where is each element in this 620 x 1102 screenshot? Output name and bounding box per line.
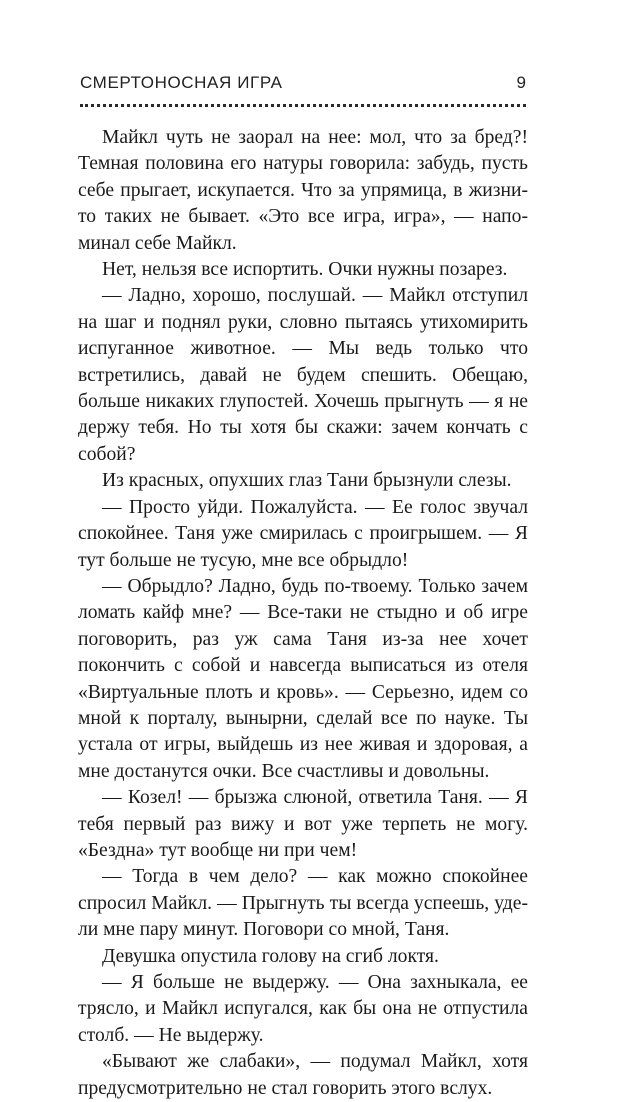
dotted-divider bbox=[80, 104, 526, 107]
paragraph: Из красных, опухших глаз Тани брызнули слезы. bbox=[102, 470, 512, 492]
paragraph: «Бывают же слабаки», — подумал Майкл, хотя предусмотрительно не стал говорить этого вслух. bbox=[78, 1051, 528, 1099]
running-head bbox=[80, 73, 526, 97]
paragraph: Майкл чуть не заорал на нее: мол, что за бред?! Темная половина его натуры говорила: забудь, пусть себе прыгает, искупается. Что за упрямица, в жизни-то таких не бывает. «Это все игра, игра», — напоминал себе Майкл. bbox=[78, 127, 528, 254]
paragraph: — Обрыдло? Ладно, будь по-твоему. Только зачем ломать кайф мне? — Все-таки не стыдно и об игре поговорить, раз уж сама Таня из-за нее хочет покончить с собой и навсегда выписаться из отеля «Виртуальные плоть и кровь». — Серьезно, идем со мной к порталу, вынырни, сделай все по науке. Ты устала от игры, выйдешь из нее живая и здоровая, а мне достанутся очки. Все счастливы и довольны. bbox=[78, 575, 528, 782]
page-number: 9 bbox=[516, 73, 526, 92]
paragraph: — Козел! — брызжа слюной, ответила Таня. — Я тебя первый раз вижу и вот уже терпеть не могу. «Бездна» тут вообще ни при чем! bbox=[78, 787, 528, 861]
paragraph: — Ладно, хорошо, послушай. — Майкл отступил на шаг и поднял руки, словно пытаясь утихомирить испуганное животное. — Мы ведь только что встретились, давай не будем спешить. Обещаю, больше никаких глупостей. Хочешь прыгнуть — я не держу тебя. Но ты хотя бы скажи: зачем кончать с собой? bbox=[78, 285, 528, 465]
paragraph: Девушка опустила голову на сгиб локтя. bbox=[102, 945, 439, 967]
running-title: СМЕРТОНОСНАЯ ИГРА bbox=[80, 73, 283, 92]
paragraph: — Просто уйди. Пожалуйста. — Ее голос звучал спокойнее. Таня уже смирилась с проигрышем. — Я тут больше не тусую, мне все обрыдло! bbox=[78, 496, 528, 571]
body-text bbox=[78, 125, 528, 1102]
paragraph: — Тогда в чем дело? — как можно спокойнее спросил Майкл. — Прыгнуть ты всегда успеешь, удели мне пару минут. Поговори со мной, Таня. bbox=[78, 866, 528, 941]
paragraph: — Я больше не выдержу. — Она захныкала, ее трясло, и Майкл испугался, как бы она не отпустила столб. — Не выдержу. bbox=[78, 972, 528, 1046]
paragraph: Нет, нельзя все испортить. Очки нужны позарез. bbox=[102, 259, 508, 281]
